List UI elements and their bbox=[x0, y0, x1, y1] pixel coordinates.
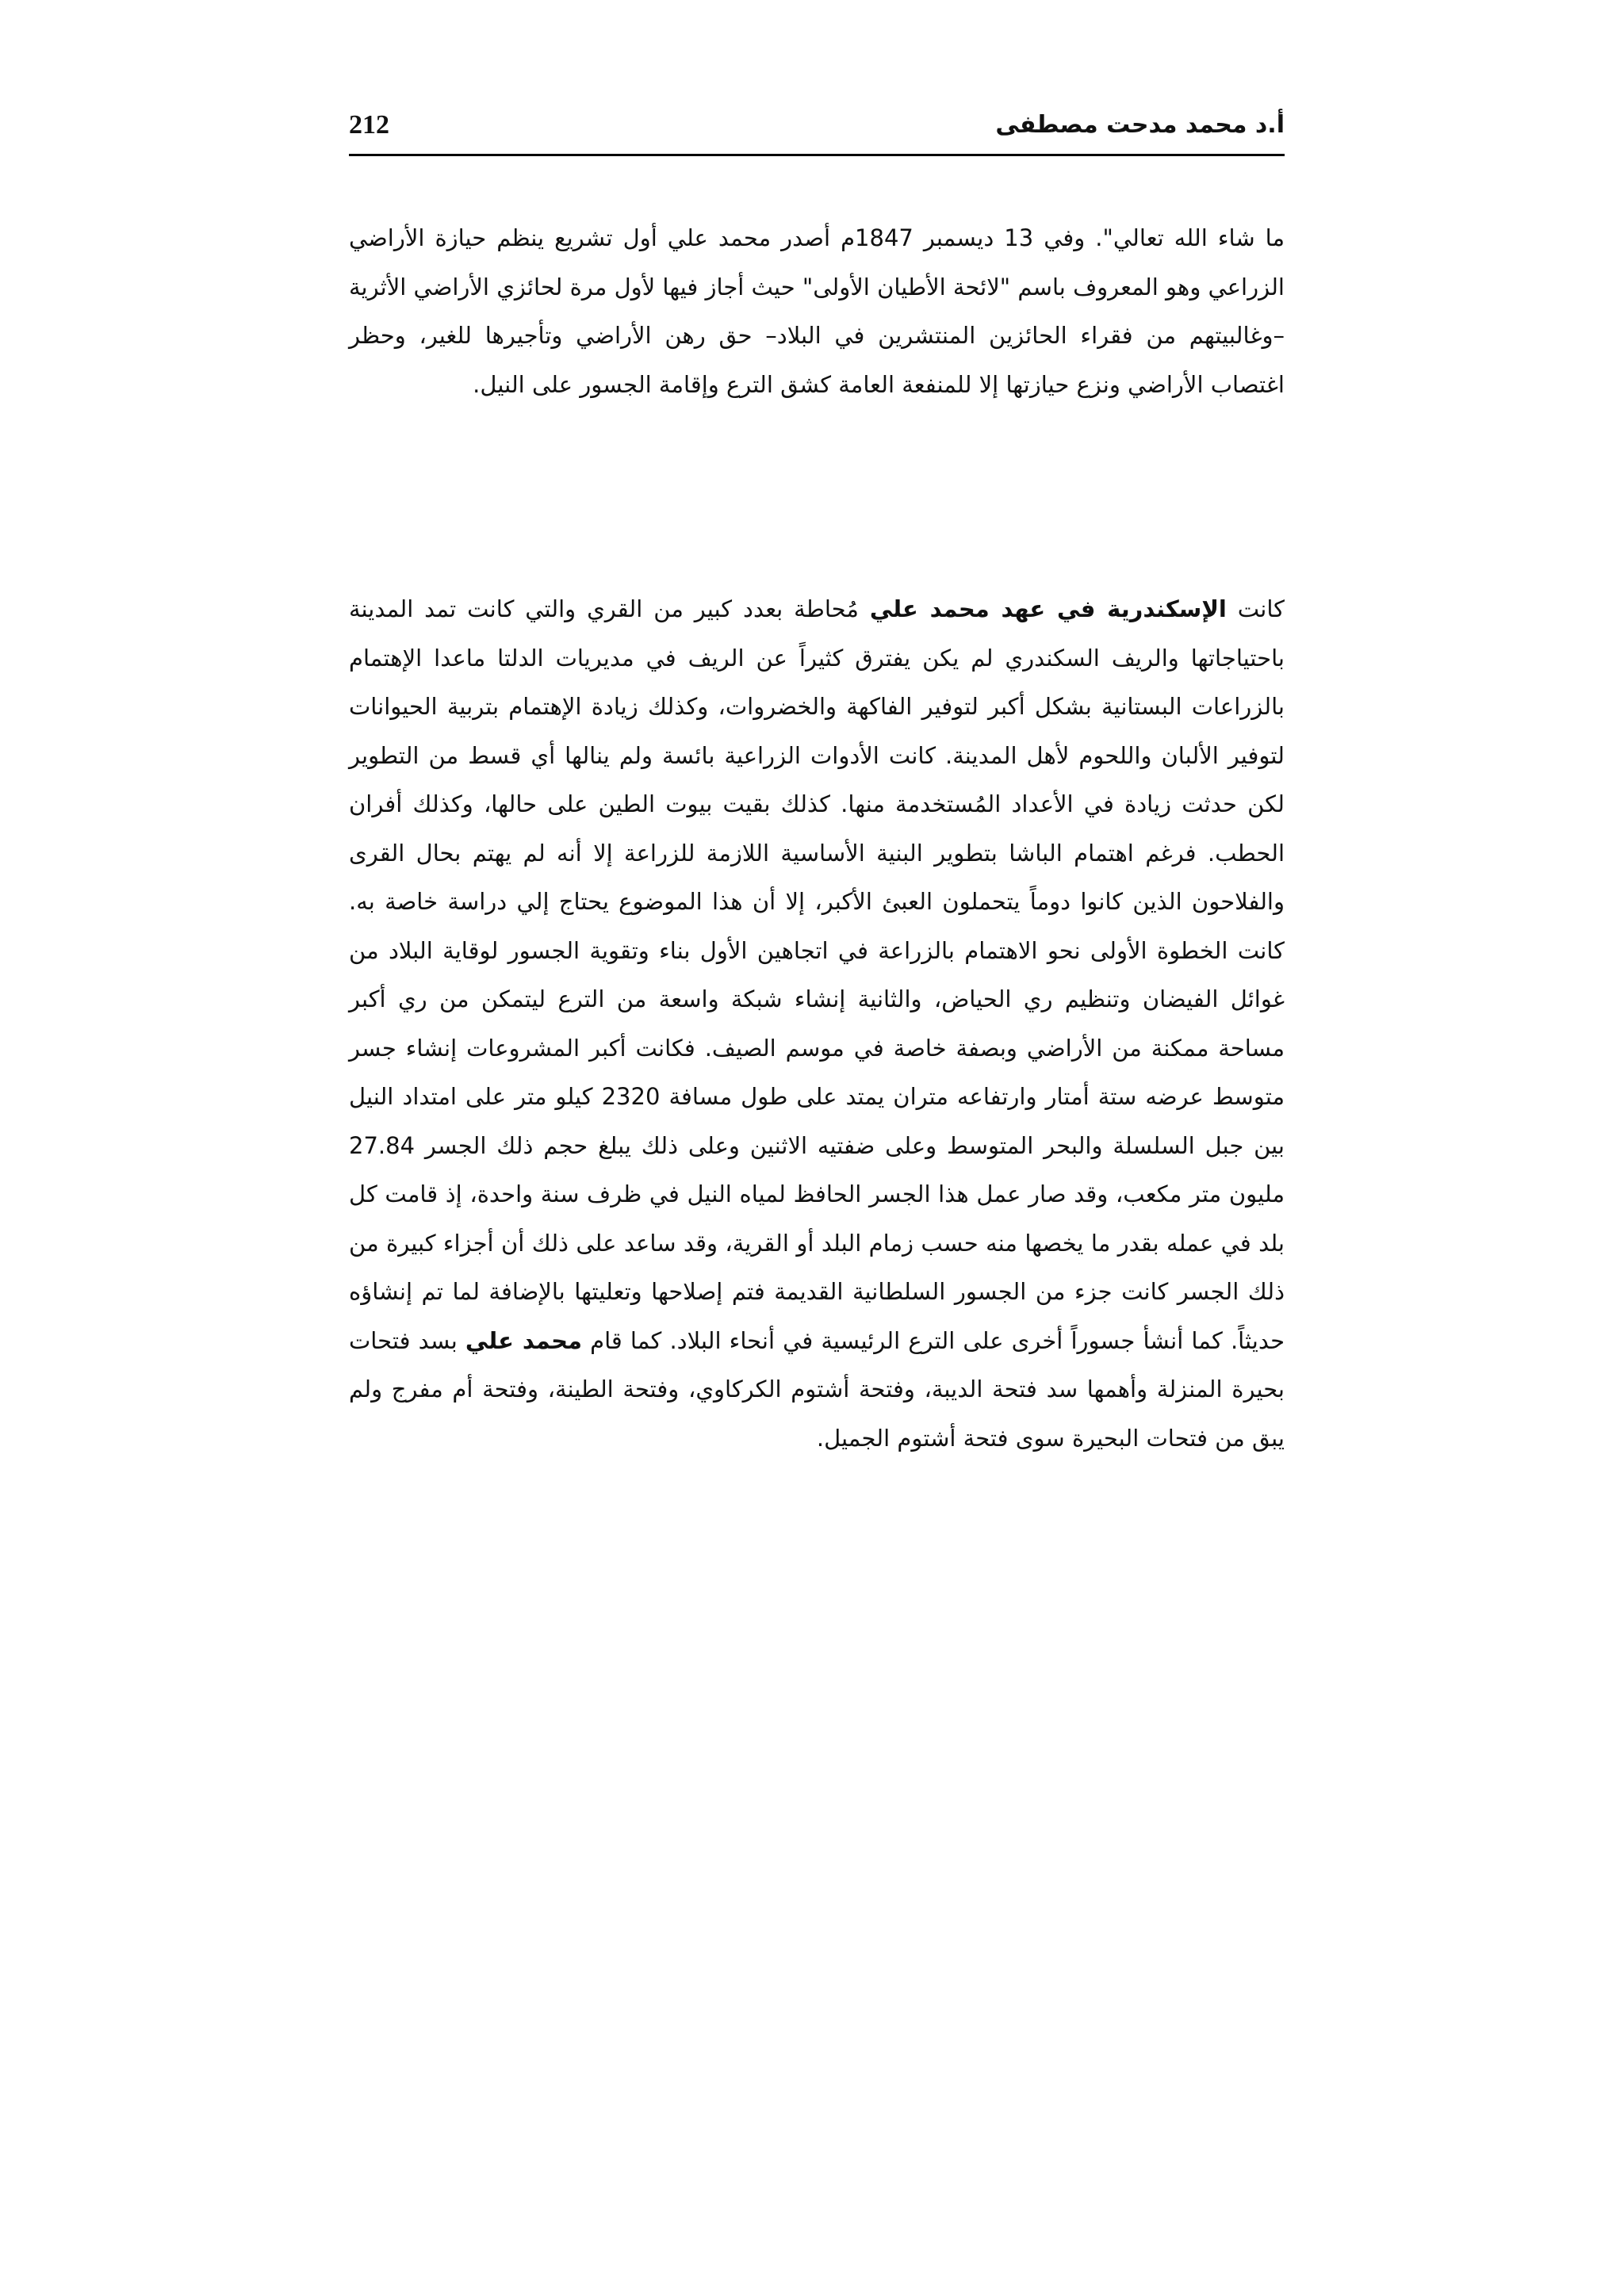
header-rule bbox=[349, 154, 1285, 156]
paragraph-alexandria-agriculture bbox=[349, 585, 1285, 1463]
paragraph-land-tenure-law bbox=[349, 214, 1285, 409]
section-heading-alexandria: الإسكندرية في عهد محمد علي bbox=[869, 595, 1227, 622]
page-header bbox=[349, 109, 1285, 149]
page-number: 212 bbox=[349, 110, 389, 140]
paragraph-2-lead: كانت bbox=[1226, 595, 1285, 622]
running-head-author: أ.د محمد مدحت مصطفى bbox=[995, 111, 1285, 139]
paragraph-2-body: مُحاطة بعدد كبير من القري والتي كانت تمد المدينة باحتياجاتها والريف السكندري لم يكن يفترق كثيراً عن الريف في مديريات الدلتا ماعدا الإهتمام بالزراعات البستانية بشكل أكبر لتوفير الفاكهة والخضروات، وكذلك زيادة الإهتمام بتربية الحيوانات لتوفير الألبان واللحوم لأهل المدينة. كانت الأدوات الزراعية بائسة ولم ينالها أي قسط من التطوير لكن حدثت زيادة في الأعداد المُستخدمة منها. كذلك بقيت بيوت الطين على حالها، وكذلك أفران الحطب. فرغم اهتمام الباشا بتطوير البنية الأساسية اللازمة للزراعة إلا أنه لم يهتم بحال القرى والفلاحون الذين كانوا دوماً يتحملون العبئ الأكبر، إلا أن هذا الموضوع يحتاج إلي دراسة خاصة به. كانت الخطوة الأولى نحو الاهتمام بالزراعة في اتجاهين الأول بناء وتقوية الجسور لوقاية البلاد من غوائل الفيضان وتنظيم ري الحياض، والثانية إنشاء شبكة واسعة من الترع ليتمكن من ري أكبر مساحة ممكنة من الأراضي وبصفة خاصة في موسم الصيف. فكانت أكبر المشروعات إنشاء جسر متوسط عرضه ستة أمتار وارتفاعه متران يمتد على طول مسافة 2320 كيلو متر على امتداد النيل بين جبل السلسلة والبحر المتوسط وعلى ضفتيه الاثنين وعلى ذلك يبلغ حجم ذلك الجسر 27.84 مليون متر مكعب، وقد صار عمل هذا الجسر الحافظ لمياه النيل في ظرف سنة واحدة، إذ قامت كل بلد في عمله بقدر ما يخصها منه حسب زمام البلد أو القرية، وقد ساعد على ذلك أن أجزاء كبيرة من ذلك الجسر كانت جزء من الجسور السلطانية القديمة فتم إصلاحها وتعليتها بالإضافة لما تم إنشاؤه حديثاً. كما أنشأ جسوراً أخرى على الترع الرئيسية في أنحاء البلاد. كما قام bbox=[349, 595, 1285, 1354]
bold-name-mohamed-ali: محمد علي bbox=[465, 1326, 582, 1354]
paragraph-2-tail: بسد فتحات بحيرة المنزلة وأهمها سد فتحة الديبة، وفتحة أشتوم الكركاوي، وفتحة الطينة، وفتحة أم مفرج ولم يبق من فتحات البحيرة سوى فتحة أشتوم الجميل. bbox=[349, 1326, 1285, 1452]
paragraph-1-text: ما شاء الله تعالي". وفي 13 ديسمبر 1847م أصدر محمد علي أول تشريع ينظم حيازة الأراضي الزراعي وهو المعروف باسم "لائحة الأطيان الأولى" حيث أجاز فيها لأول مرة لحائزي الأراضي الأثرية –وغالبيتهم من فقراء الحائزين المنتشرين في البلاد– حق رهن الأراضي وتأجيرها للغير، وحظر اغتصاب الأراضي ونزع حيازتها إلا للمنفعة العامة كشق الترع وإقامة الجسور على النيل. bbox=[349, 224, 1285, 398]
